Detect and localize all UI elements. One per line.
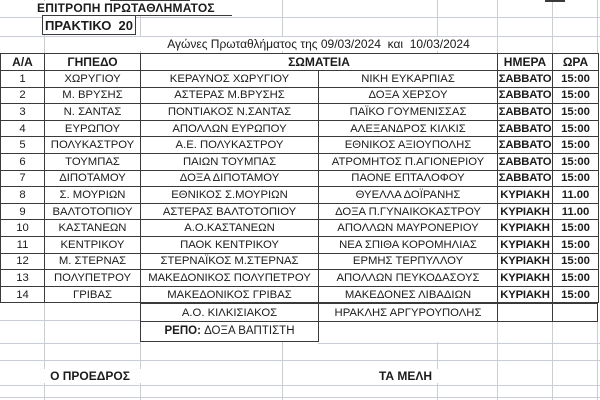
match-number: 12 xyxy=(1,253,45,270)
match-time: 15:00 xyxy=(553,236,599,253)
match-day: ΣΑΒΒΑΤΟ xyxy=(498,71,553,88)
match-number: 8 xyxy=(1,187,45,204)
home-team: ΕΘΝΙΚΟΣ Σ.ΜΟΥΡΙΩΝ xyxy=(141,187,319,204)
extra-time-cell-empty xyxy=(552,303,599,322)
match-row xyxy=(1,170,599,187)
ground-name: Μ. ΣΤΕΡΝΑΣ xyxy=(45,253,141,270)
match-time: 11.00 xyxy=(553,203,599,220)
ground-name: Μ. ΒΡΥΣΗΣ xyxy=(45,87,141,104)
match-day: ΣΑΒΒΑΤΟ xyxy=(498,153,553,170)
home-team: ΑΠΟΛΛΩΝ ΕΥΡΩΠΟΥ xyxy=(141,120,319,137)
ground-name: ΔΙΠΟΤΑΜΟΥ xyxy=(45,170,141,187)
match-number: 3 xyxy=(1,104,45,121)
away-team: ΔΟΞΑ Π.ΓΥΝΑΙΚΟΚΑΣΤΡΟΥ xyxy=(319,203,498,220)
ground-name: ΠΟΛΥΠΕΤΡΟΥ xyxy=(45,270,141,287)
match-number: 13 xyxy=(1,270,45,287)
match-row xyxy=(1,153,599,170)
match-number: 14 xyxy=(1,286,45,303)
header-day: ΗΜΕΡΑ xyxy=(498,54,553,71)
home-team: ΠΟΝΤΙΑΚΟΣ Ν.ΣΑΝΤΑΣ xyxy=(141,104,319,121)
home-team: Α.Ο.ΚΑΣΤΑΝΕΩΝ xyxy=(141,220,319,237)
ground-name: ΒΑΛΤΟΤΟΠΙΟΥ xyxy=(45,203,141,220)
grid-line xyxy=(552,0,553,53)
cutoff-border-fragment xyxy=(545,0,565,2)
match-row xyxy=(1,253,599,270)
match-time: 15:00 xyxy=(553,104,599,121)
match-day: ΣΑΒΒΑΤΟ xyxy=(498,87,553,104)
home-team: ΠΑΙΩΝ ΤΟΥΜΠΑΣ xyxy=(141,153,319,170)
extra-away-team-cell: ΗΡΑΚΛΗΣ ΑΡΓΥΡΟΥΠΟΛΗΣ xyxy=(318,303,499,322)
match-row xyxy=(1,270,599,287)
match-row xyxy=(1,286,599,303)
header-time: ΩΡΑ xyxy=(553,54,599,71)
match-number: 2 xyxy=(1,87,45,104)
match-number: 10 xyxy=(1,220,45,237)
matchday-subtitle: Αγώνες Πρωταθλήματος της 09/03/2024 και 10/03/2024 xyxy=(140,37,497,51)
match-row xyxy=(1,187,599,204)
match-time: 15:00 xyxy=(553,286,599,303)
ground-name: ΚΕΝΤΡΙΚΟΥ xyxy=(45,236,141,253)
match-row xyxy=(1,137,599,154)
ground-name: ΓΡΙΒΑΣ xyxy=(45,286,141,303)
extra-home-team-cell: Α.Ο. ΚΙΛΚΙΣΙΑΚΟΣ xyxy=(140,303,319,322)
bye-team: ΔΟΞΑ ΒΑΠΤΙΣΤΗ xyxy=(204,325,295,337)
match-day: ΚΥΡΙΑΚΗ xyxy=(498,270,553,287)
away-team: ΑΤΡΟΜΗΤΟΣ Π.ΑΓΙΟΝΕΡΙΟΥ xyxy=(319,153,498,170)
home-team: ΣΤΕΡΝΑΪΚΟΣ Μ.ΣΤΕΡΝΑΣ xyxy=(141,253,319,270)
ground-name: ΤΟΥΜΠΑΣ xyxy=(45,153,141,170)
match-day: ΚΥΡΙΑΚΗ xyxy=(498,203,553,220)
bye-label: ΡΕΠΟ: xyxy=(164,325,205,337)
match-day: ΚΥΡΙΑΚΗ xyxy=(498,286,553,303)
ground-name: Ν. ΣΑΝΤΑΣ xyxy=(45,104,141,121)
ground-name: Σ. ΜΟΥΡΙΩΝ xyxy=(45,187,141,204)
match-time: 15:00 xyxy=(553,87,599,104)
match-time: 15:00 xyxy=(553,170,599,187)
home-team: ΑΣΤΕΡΑΣ Μ.ΒΡΥΣΗΣ xyxy=(141,87,319,104)
grid-line xyxy=(0,385,600,386)
match-time: 11.00 xyxy=(553,187,599,204)
match-time: 15:00 xyxy=(553,137,599,154)
match-row xyxy=(1,220,599,237)
home-team: ΜΑΚΕΔΟΝΙΚΟΣ ΠΟΛΥΠΕΤΡΟΥ xyxy=(141,270,319,287)
away-team: ΑΠΟΛΛΩΝ ΜΑΥΡΟΝΕΡΙΟΥ xyxy=(319,220,498,237)
match-row xyxy=(1,71,599,88)
match-row xyxy=(1,87,599,104)
match-time: 15:00 xyxy=(553,120,599,137)
match-row xyxy=(1,104,599,121)
match-day: ΣΑΒΒΑΤΟ xyxy=(498,137,553,154)
minutes-label: ΠΡΑΚΤΙΚΟ 20 xyxy=(44,17,133,33)
header-clubs: ΣΩΜΑΤΕΙΑ xyxy=(141,54,498,71)
match-number: 6 xyxy=(1,153,45,170)
fixtures-table xyxy=(0,53,599,303)
match-day: ΚΥΡΙΑΚΗ xyxy=(498,187,553,204)
away-team: ΑΠΟΛΛΩΝ ΠΕΥΚΟΔΑΣΟΥΣ xyxy=(319,270,498,287)
grid-line xyxy=(0,320,140,321)
extra-day-cell-empty xyxy=(497,303,553,322)
grid-line xyxy=(597,0,598,53)
minutes-number-box xyxy=(42,15,136,35)
grid-line xyxy=(497,0,498,53)
match-number: 11 xyxy=(1,236,45,253)
home-team: ΚΕΡΑΥΝΟΣ ΧΩΡΥΓΙΟΥ xyxy=(141,71,319,88)
away-team: ΔΟΞΑ ΧΕΡΣΟΥ xyxy=(319,87,498,104)
away-team: ΕΡΜΗΣ ΤΕΡΠΥΛΛΟΥ xyxy=(319,253,498,270)
match-time: 15:00 xyxy=(553,253,599,270)
ground-name: ΧΩΡΥΓΙΟΥ xyxy=(45,71,141,88)
home-team: Α.Ε. ΠΟΛΥΚΑΣΤΡΟΥ xyxy=(141,137,319,154)
away-team: ΠΑΪΚΟ ΓΟΥΜΕΝΙΣΣΑΣ xyxy=(319,104,498,121)
ground-name: ΠΟΛΥΚΑΣΤΡΟΥ xyxy=(45,137,141,154)
match-row xyxy=(1,236,599,253)
away-team: ΝΙΚΗ ΕΥΚΑΡΠΙΑΣ xyxy=(319,71,498,88)
bye-cell xyxy=(140,321,319,342)
grid-line xyxy=(0,360,600,361)
match-day: ΚΥΡΙΑΚΗ xyxy=(498,253,553,270)
match-number: 5 xyxy=(1,137,45,154)
match-number: 4 xyxy=(1,120,45,137)
match-row xyxy=(1,203,599,220)
header-ground: ΓΗΠΕΔΟ xyxy=(45,54,141,71)
match-time: 15:00 xyxy=(553,220,599,237)
away-team: ΠΑΟΝΕ ΕΠΤΑΛΟΦΟΥ xyxy=(319,170,498,187)
match-day: ΚΥΡΙΑΚΗ xyxy=(498,236,553,253)
match-number: 7 xyxy=(1,170,45,187)
grid-line xyxy=(0,397,600,398)
match-day: ΣΑΒΒΑΤΟ xyxy=(498,170,553,187)
match-day: ΣΑΒΒΑΤΟ xyxy=(498,120,553,137)
home-team: ΔΟΞΑ ΔΙΠΟΤΑΜΟΥ xyxy=(141,170,319,187)
match-day: ΚΥΡΙΑΚΗ xyxy=(498,220,553,237)
match-time: 15:00 xyxy=(553,270,599,287)
president-signature-label: Ο ΠΡΟΕΔΡΟΣ xyxy=(35,369,145,383)
grid-line xyxy=(552,322,553,400)
header-index: Α/Α xyxy=(1,54,45,71)
header-row xyxy=(1,54,599,71)
match-number: 1 xyxy=(1,71,45,88)
match-time: 15:00 xyxy=(553,153,599,170)
home-team: ΠΑΟΚ ΚΕΝΤΡΙΚΟΥ xyxy=(141,236,319,253)
members-signature-label: ΤΑ ΜΕΛΗ xyxy=(348,369,463,383)
away-team: ΑΛΕΞΑΝΔΡΟΣ ΚΙΛΚΙΣ xyxy=(319,120,498,137)
away-team: ΘΥΕΛΛΑ ΔΟΪΡΑΝΗΣ xyxy=(319,187,498,204)
away-team: ΝΕΑ ΣΠΙΘΑ ΚΟΡΟΜΗΛΙΑΣ xyxy=(319,236,498,253)
away-team: ΕΘΝΙΚΟΣ ΑΞΙΟΥΠΟΛΗΣ xyxy=(319,137,498,154)
home-team: ΜΑΚΕΔΟΝΙΚΟΣ ΓΡΙΒΑΣ xyxy=(141,286,319,303)
committee-title: ΕΠΙΤΡΟΠΗ ΠΡΩΤΑΘΛΗΜΑΤΟΣ xyxy=(34,1,218,15)
match-row xyxy=(1,120,599,137)
grid-line xyxy=(0,343,140,344)
ground-name: ΕΥΡΩΠΟΥ xyxy=(45,120,141,137)
grid-line xyxy=(597,322,598,400)
match-time: 15:00 xyxy=(553,71,599,88)
ground-name: ΚΑΣΤΑΝΕΩΝ xyxy=(45,220,141,237)
home-team: ΑΣΤΕΡΑΣ ΒΑΛΤΟΤΟΠΙΟΥ xyxy=(141,203,319,220)
match-day: ΣΑΒΒΑΤΟ xyxy=(498,104,553,121)
grid-line xyxy=(282,342,283,400)
grid-line xyxy=(318,343,600,344)
grid-line xyxy=(497,322,498,400)
away-team: ΜΑΚΕΔΟΝΕΣ ΛΙΒΑΔΙΩΝ xyxy=(319,286,498,303)
match-number: 9 xyxy=(1,203,45,220)
